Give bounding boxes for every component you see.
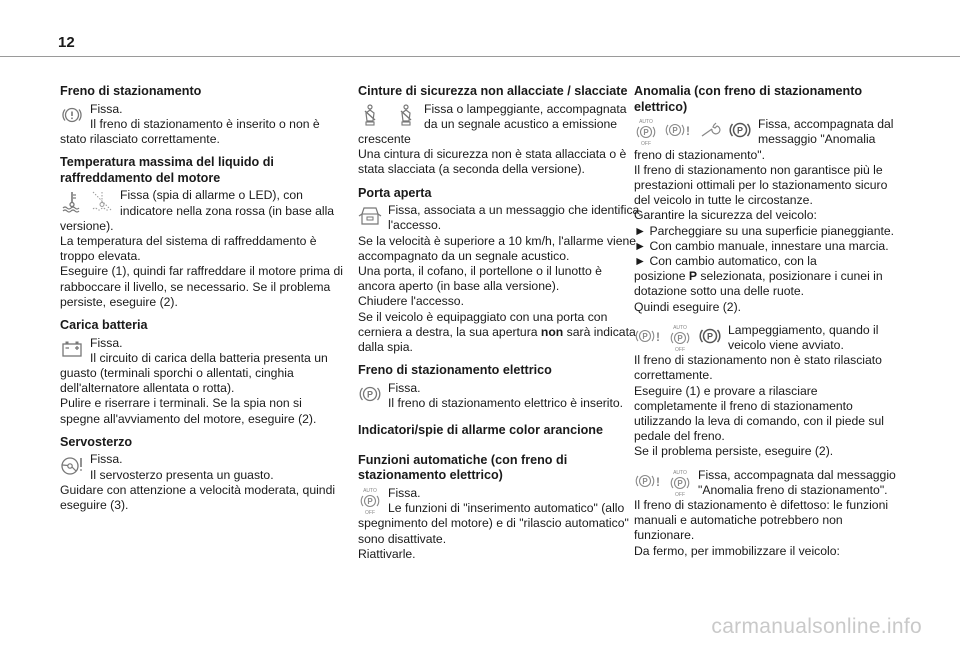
watermark: carmanualsonline.info bbox=[711, 615, 922, 638]
electric-parking-brake-icon bbox=[358, 382, 382, 406]
text-line: Da fermo, per immobilizzare il veicolo: bbox=[634, 543, 840, 558]
p-glyph: P bbox=[677, 478, 683, 488]
text-line: Fissa, associata a un messaggio che identifica l'accesso. bbox=[388, 203, 640, 233]
steering-wheel-warning-icon bbox=[60, 453, 84, 477]
text-line: Le funzioni di "inserimento automatico" (allo spegnimento del motore) e di "rilascio automatico" sono disattivate. bbox=[358, 501, 629, 546]
text-line: Il freno di stazionamento non è stato rilasciato correttamente. bbox=[634, 353, 882, 383]
off-label: OFF bbox=[675, 346, 685, 352]
section-title: Cinture di sicurezza non allacciate / slacciate bbox=[358, 84, 628, 98]
text-line: Lampeggiamento, quando il veicolo viene avviato. bbox=[728, 322, 879, 353]
seat-belt-rear-icon bbox=[394, 103, 418, 127]
section-title: Freno di stazionamento bbox=[60, 84, 202, 98]
parking-brake-fault-icon bbox=[664, 118, 692, 142]
text-line bbox=[634, 269, 896, 299]
text-line: ► Con cambio automatico, con la bbox=[634, 254, 817, 269]
electric-parking-brake-icon bbox=[698, 324, 722, 348]
wrench-icon bbox=[698, 118, 722, 142]
section-title: Servosterzo bbox=[60, 434, 133, 449]
coolant-temperature-icon bbox=[60, 189, 84, 213]
column-2 bbox=[358, 84, 641, 570]
section-brake-defective bbox=[634, 468, 896, 559]
text-line: Fissa, accompagnata dal messaggio "Anomalia freno di stazionamento". bbox=[698, 467, 896, 497]
section-title: Anomalia (con freno di stazionamento elettrico) bbox=[634, 84, 863, 114]
text-line: Eseguire (1) e provare a rilasciare completamente il freno di stazionamento utilizzando la leva di comando, con il piede sul pedale del freno. bbox=[634, 383, 884, 444]
section-brake-not-released bbox=[634, 323, 896, 460]
text-line: Se la velocità è superiore a 10 km/h, l'allarme viene accompagnato da un segnale acustico. bbox=[358, 233, 637, 263]
door-open-icon bbox=[358, 204, 382, 228]
off-label: OFF bbox=[675, 491, 685, 497]
parking-brake-fault-icon bbox=[634, 324, 662, 348]
coolant-temperature-outline-icon bbox=[90, 189, 114, 213]
section-heading: Indicatori/spie di allarme color arancione bbox=[358, 423, 603, 438]
text-fragment: posizione bbox=[634, 269, 689, 284]
text-line: ► Parcheggiare su una superficie pianeggiante. bbox=[634, 223, 895, 238]
section-door-open bbox=[358, 186, 641, 356]
section-seat-belts bbox=[358, 84, 641, 178]
text-line: Il freno di stazionamento è difettoso: le funzioni manuali e automatiche potrebbero non funzionare. bbox=[634, 498, 889, 543]
text-line: Fissa. bbox=[90, 101, 123, 116]
p-glyph: P bbox=[677, 333, 683, 343]
text-line: Se il problema persiste, eseguire (2). bbox=[634, 444, 834, 459]
p-glyph: P bbox=[643, 128, 649, 138]
text-line: Una cintura di sicurezza non è stata allacciata o è stata slacciata (a seconda della versione). bbox=[358, 147, 627, 177]
section-power-steering bbox=[60, 435, 343, 513]
text-line: Pulire e riserrare i terminali. Se la spia non si spegne all'avviamento del motore, eseguire (2). bbox=[60, 396, 317, 426]
text-line: Il freno di stazionamento è inserito o non è stato rilasciato correttamente. bbox=[60, 116, 320, 146]
text-line: Quindi eseguire (2). bbox=[634, 299, 742, 314]
section-coolant-temperature bbox=[60, 155, 343, 310]
section-title: Freno di stazionamento elettrico bbox=[358, 363, 552, 378]
text-line: Guidare con attenzione a velocità moderata, quindi eseguire (3). bbox=[60, 482, 336, 513]
text-line: Eseguire (1), quindi far raffreddare il motore prima di rabboccare il livello, se necessario. Se il problema persiste, eseguire (2). bbox=[60, 264, 343, 309]
auto-parking-brake-off-icon bbox=[668, 469, 692, 497]
p-glyph: P bbox=[642, 476, 648, 486]
text-line: Il freno di stazionamento non garantisce più le prestazioni ottimali per lo stazionamento sicuro del veicolo in tutte le circostanze. bbox=[634, 162, 888, 208]
section-title: Temperatura massima del liquido di raffreddamento del motore bbox=[60, 155, 274, 185]
section-title: Funzioni automatiche (con freno di stazionamento elettrico) bbox=[358, 452, 568, 483]
auto-parking-brake-off-icon bbox=[668, 324, 692, 352]
section-parking-brake bbox=[60, 84, 343, 147]
exclamation-glyph: ! bbox=[686, 124, 690, 139]
text-line: Fissa. bbox=[90, 335, 123, 350]
section-auto-functions bbox=[358, 453, 641, 562]
text-line: Fissa. bbox=[388, 486, 421, 501]
column-1 bbox=[60, 84, 343, 521]
auto-parking-brake-off-icon bbox=[358, 487, 382, 515]
text-line: La temperatura del sistema di raffreddamento è troppo elevata. bbox=[60, 234, 317, 264]
text-line: Garantire la sicurezza del veicolo: bbox=[634, 208, 817, 223]
p-glyph: P bbox=[366, 389, 374, 400]
seat-belt-icon bbox=[358, 103, 382, 127]
text-line: Una porta, il cofano, il portellone o il lunotto è ancora aperto (in base alla versione). bbox=[358, 264, 602, 294]
p-glyph: P bbox=[736, 125, 744, 136]
section-parking-brake-fault bbox=[634, 84, 896, 315]
battery-icon bbox=[60, 337, 84, 361]
off-label: OFF bbox=[365, 510, 375, 516]
text-line: Il freno di stazionamento elettrico è inserito. bbox=[388, 396, 624, 411]
auto-label: AUTO bbox=[673, 469, 687, 476]
column-3 bbox=[634, 84, 896, 567]
p-glyph: P bbox=[672, 126, 678, 136]
section-title: Carica batteria bbox=[60, 318, 148, 333]
text-line: Fissa o lampeggiante, accompagnata da un segnale acustico a emissione crescente bbox=[358, 101, 627, 146]
text-line: Il servosterzo presenta un guasto. bbox=[90, 467, 274, 482]
text-line: Fissa. bbox=[388, 380, 421, 395]
text-line: Fissa. bbox=[90, 452, 123, 467]
exclamation-glyph: ! bbox=[656, 474, 660, 489]
text-line: Chiudere l'accesso. bbox=[358, 294, 464, 309]
off-label: OFF bbox=[641, 141, 651, 147]
text-line bbox=[358, 310, 641, 356]
parking-brake-icon bbox=[60, 103, 84, 127]
auto-label: AUTO bbox=[639, 119, 653, 126]
header-rule bbox=[0, 56, 960, 57]
section-orange-indicators bbox=[358, 423, 641, 439]
section-title: Porta aperta bbox=[358, 185, 432, 200]
section-electric-parking-brake bbox=[358, 363, 641, 411]
page-number: 12 bbox=[58, 34, 75, 51]
exclamation-glyph: ! bbox=[656, 329, 660, 344]
text-fragment: Se il veicolo è equipaggiato con una porta con cerniera a destra, la sua apertura bbox=[358, 309, 608, 339]
text-fragment: selezionata, posizionare i cunei in dotazione sotto una delle ruote. bbox=[634, 269, 883, 299]
auto-label: AUTO bbox=[673, 324, 687, 331]
text-line: ► Con cambio manuale, innestare una marcia. bbox=[634, 238, 889, 253]
p-glyph: P bbox=[642, 331, 648, 341]
p-glyph: P bbox=[706, 331, 714, 342]
parking-brake-fault-icon bbox=[634, 469, 662, 493]
text-line: Fissa (spia di allarme o LED), con indicatore nella zona rossa (in base alla versione). bbox=[60, 188, 335, 233]
text-line: Il circuito di carica della batteria presenta un guasto (terminali sporchi o allentati, cinghia dell'alternatore allentata o rotta). bbox=[60, 350, 328, 396]
section-battery-charge bbox=[60, 318, 343, 427]
p-glyph: P bbox=[367, 497, 373, 507]
auto-label: AUTO bbox=[363, 488, 377, 495]
bold-word: non bbox=[540, 324, 564, 339]
electric-parking-brake-icon bbox=[728, 118, 752, 142]
text-line: Fissa, accompagnata dal messaggio "Anomalia freno di stazionamento". bbox=[634, 117, 894, 162]
bold-word: P bbox=[688, 269, 698, 284]
text-fragment: sarà indicata dalla spia. bbox=[358, 324, 636, 355]
auto-parking-brake-off-icon bbox=[634, 118, 658, 146]
text-line: Riattivarle. bbox=[358, 546, 416, 561]
